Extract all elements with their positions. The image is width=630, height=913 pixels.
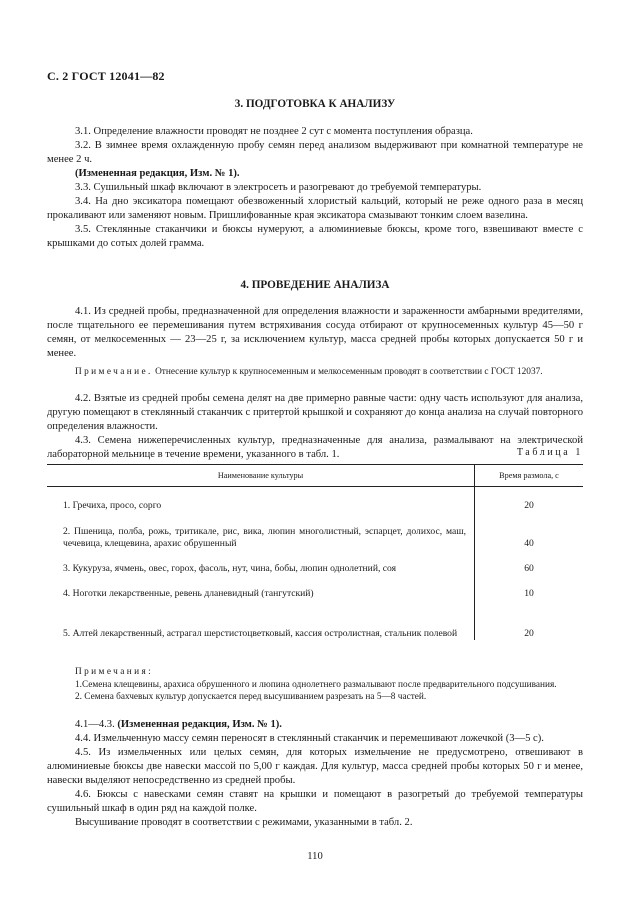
grind-time: 10 — [475, 575, 584, 600]
note-text: Отнесение культур к крупносеменным и мелкосеменным проводят в соответствии с ГОСТ 12037. — [155, 367, 543, 377]
note-label: Примечание. — [75, 367, 153, 377]
crop-name: 4. Ноготки лекарственные, ревень дланевидный (тангутский) — [63, 587, 314, 599]
table-note: 1.Семена клещевины, арахиса обрушенного и люпина однолетнего размалывают после предварительного подсушивания. — [75, 679, 557, 690]
paragraph: 4.5. Из измельченных или целых семян, для которых измельчение не предусмотрено, отвешивают в алюминиевые бюксы две навески массой по 5,00 г каждая. Для культур, масса средней пробы которых 50 г и менее, навески выделяют непосредственно из средней пробы. — [47, 747, 583, 786]
section-4-body — [47, 392, 583, 462]
section-3-body — [47, 125, 583, 251]
grind-time: 20 — [475, 487, 584, 512]
grind-time: 60 — [475, 550, 584, 575]
table-row — [47, 550, 583, 575]
crop-name: 2. Пшеница, полба, рожь, тритикале, рис, вика, люпин многолистный, эспарцет, долихос, маш, чечевица, клещевина, арахис обрушенный — [63, 525, 466, 549]
note-paragraph — [47, 366, 583, 379]
grind-time: 40 — [475, 512, 584, 550]
table-notes — [47, 666, 583, 704]
paragraph: 3.1. Определение влажности проводят не позднее 2 сут с момента поступления образца. — [75, 126, 473, 137]
note-block — [47, 366, 583, 379]
table-header-crop: Наименование культуры — [47, 465, 475, 487]
page-header: С. 2 ГОСТ 12041—82 — [47, 69, 165, 83]
amendment-note: (Измененная редакция, Изм. № 1). — [75, 168, 240, 179]
table-row — [47, 575, 583, 600]
paragraph: 3.5. Стеклянные стаканчики и бюксы нумеруют, а алюминиевые бюксы, кроме того, взвешивают вместе с крышками до сотых долей грамма. — [47, 224, 583, 249]
section-4-intro — [47, 305, 583, 361]
section-heading-3: 3. ПОДГОТОВКА К АНАЛИЗУ — [234, 98, 396, 110]
table-row — [47, 512, 583, 550]
table-row — [47, 487, 583, 512]
crop-name: 5. Алтей лекарственный, астрагал шерстистоцветковый, кассия остролистная, стальник полевой — [63, 627, 458, 639]
paragraph: 4.6. Бюксы с навесками семян ставят на крышки и помещают в разогретый до требуемой температуры сушильный шкаф в один ряд на каждой полке. — [47, 789, 583, 814]
paragraph: 3.2. В зимнее время охлажденную пробу семян перед анализом выдерживают при комнатной температуре не менее 2 ч. — [47, 140, 583, 165]
paragraph: 3.3. Сушильный шкаф включают в электросеть и разогревают до требуемой температуры. — [75, 182, 482, 193]
paragraph: 3.4. На дно эксикатора помещают обезвоженный хлористый кальций, который не реже одного раза в месяц прокаливают или заменяют новым. Пришлифованные края эксикатора смазывают тонким слоем вазелина. — [47, 196, 583, 221]
table-caption: Таблица 1 — [516, 447, 583, 458]
paragraph: 4.3. Семена нижеперечисленных культур, предназначенные для анализа, размалывают на электрической лабораторной мельнице в течение времени, указанного в табл. 1. — [47, 435, 583, 460]
paragraph: 4.4. Измельченную массу семян переносят в стеклянный стаканчик и перемешивают ложечкой (3—5 с). — [75, 733, 544, 744]
page-number: 110 — [307, 851, 323, 862]
paragraph: 4.1. Из средней пробы, предназначенной для определения влажности и зараженности амбарными вредителями, после тщательного ее перемешивания путем встряхивания сосуда отбирают от крупносеменных культур 45—50 г семян, от мелкосеменных — 23—25 г, за исключением культур, масса средней пробы которых допускается 50 г и менее. — [47, 306, 583, 359]
table-header-time: Время размола, с — [475, 465, 584, 487]
crop-name: 1. Гречиха, просо, сорго — [63, 499, 162, 511]
amendment-note: 4.1—4.3. (Измененная редакция, Изм. № 1). — [75, 719, 282, 730]
paragraph: Высушивание проводят в соответствии с режимами, указанными в табл. 2. — [75, 817, 413, 828]
notes-label: Примечания: — [75, 667, 154, 677]
grind-time: 20 — [475, 600, 584, 640]
paragraph: 4.2. Взятые из средней пробы семена делят на две примерно равные части: одну часть используют для анализа, другую помещают в стеклянный стаканчик с притертой крышкой и сохраняют до конца анализа на случай повторного определения влажности. — [47, 393, 583, 432]
grinding-time-table — [47, 464, 583, 640]
section-heading-4: 4. ПРОВЕДЕНИЕ АНАЛИЗА — [240, 279, 390, 291]
table-note: 2. Семена бахчевых культур допускается перед высушиванием разрезать на 5—8 частей. — [75, 692, 427, 703]
table-row — [47, 600, 583, 640]
section-4-continued — [47, 718, 583, 830]
crop-name: 3. Кукуруза, ячмень, овес, горох, фасоль, нут, чина, бобы, люпин однолетний, соя — [63, 562, 397, 574]
